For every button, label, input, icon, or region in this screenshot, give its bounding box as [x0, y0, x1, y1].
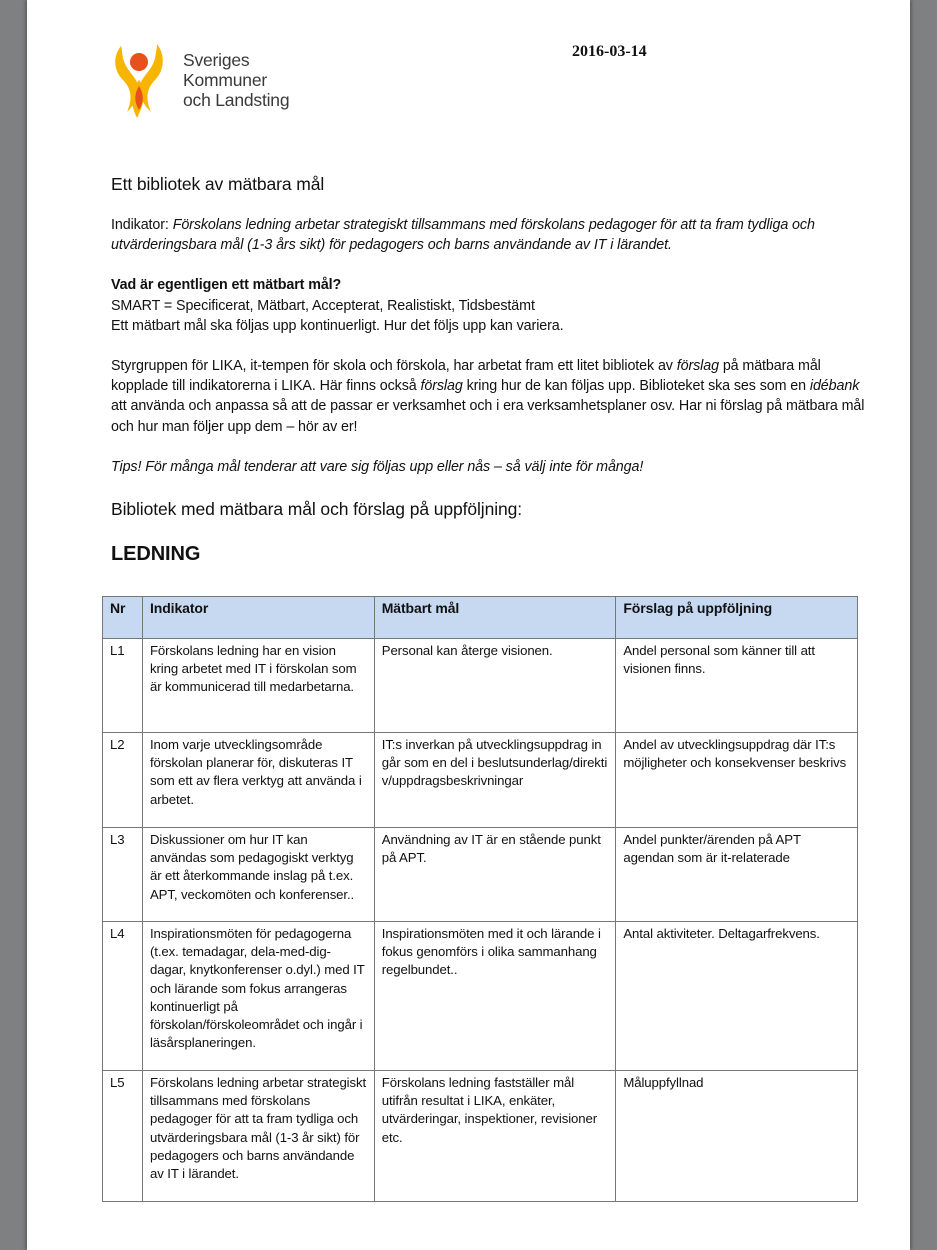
- table-header-row: [103, 597, 858, 639]
- emphasis-text: förslag: [676, 358, 719, 375]
- cell-matbart-mal: Användning av IT är en stående punkt på APT.: [374, 828, 616, 922]
- logo-text: [183, 50, 289, 110]
- table-row: [103, 639, 858, 733]
- column-header-uppfoljning: Förslag på uppföljning: [616, 597, 858, 639]
- table-row: [103, 1071, 858, 1202]
- document-body: [111, 172, 871, 583]
- indicator-paragraph: [111, 215, 871, 255]
- skl-flame-logo-icon: [111, 40, 167, 120]
- cell-indikator: Inom varje utvecklingsområde förskolan planerar för, diskuteras IT som ett av flera verktyg att använda i arbetet.: [142, 733, 374, 828]
- cell-nr: L3: [103, 828, 143, 922]
- body-text: kring hur de kan följas upp. Biblioteket ska ses som en: [462, 378, 810, 395]
- cell-matbart-mal: Inspirationsmöten med it och lärande i fokus genomförs i olika sammanhang regelbundet..: [374, 922, 616, 1071]
- cell-indikator: Inspirationsmöten för pedagogerna (t.ex. temadagar, dela-med-dig-dagar, knytkonferenser o.dyl.) med IT och lärande som fokus arrangeras kontinuerligt på förskolan/förskoleområdet och ingår i läsårsplaneringen.: [142, 922, 374, 1071]
- indicator-text: Förskolans ledning arbetar strategiskt tillsammans med förskolans pedagoger för att ta fram tydliga och utvärderingsbara mål (1-3 års sikt) för pedagogers och barns användande av IT i lärandet.: [111, 217, 815, 254]
- emphasis-text: idébank: [809, 378, 860, 395]
- library-description: [111, 356, 871, 437]
- cell-uppfoljning: Antal aktiviteter. Deltagarfrekvens.: [616, 922, 858, 1071]
- document-date: 2016-03-14: [572, 43, 647, 60]
- emphasis-text: förslag: [420, 378, 463, 395]
- document-title: Ett bibliotek av mätbara mål: [111, 174, 325, 194]
- document-page: [27, 0, 910, 1250]
- body-text: Styrgruppen för LIKA, it-tempen för skola och förskola, har arbetat fram ett litet bibliotek av: [111, 358, 677, 375]
- logo-line-3: och Landsting: [183, 90, 290, 110]
- cell-uppfoljning: Andel personal som känner till att visionen finns.: [616, 639, 858, 733]
- organization-logo: [111, 40, 321, 120]
- goals-table: [102, 596, 858, 1202]
- logo-line-1: Sveriges: [183, 50, 250, 70]
- smart-definition: SMART = Specificerat, Mätbart, Accepterat, Realistiskt, Tidsbestämt: [111, 297, 535, 314]
- smart-section: [111, 275, 871, 336]
- cell-uppfoljning: Andel av utvecklingsuppdrag där IT:s möjligheter och konsekvenser beskrivs: [616, 733, 858, 828]
- smart-question-heading: Vad är egentligen ett mätbart mål?: [111, 277, 342, 294]
- tip-paragraph: Tips! För många mål tenderar att vare sig följas upp eller nås – så välj inte för många!: [111, 458, 644, 475]
- cell-nr: L2: [103, 733, 143, 828]
- cell-matbart-mal: IT:s inverkan på utvecklingsuppdrag ingår som en del i beslutsunderlag/direktiv/uppdragsbeskrivningar: [374, 733, 616, 828]
- logo-line-2: Kommuner: [183, 70, 267, 90]
- cell-nr: L4: [103, 922, 143, 1071]
- cell-indikator: Förskolans ledning har en vision kring arbetet med IT i förskolan som är kommunicerad till medarbetarna.: [142, 639, 374, 733]
- column-header-indikator: Indikator: [142, 597, 374, 639]
- cell-nr: L5: [103, 1071, 143, 1202]
- cell-nr: L1: [103, 639, 143, 733]
- column-header-matbart-mal: Mätbart mål: [374, 597, 616, 639]
- cell-uppfoljning: Andel punkter/ärenden på APT agendan som är it-relaterade: [616, 828, 858, 922]
- cell-matbart-mal: Personal kan återge visionen.: [374, 639, 616, 733]
- cell-indikator: Förskolans ledning arbetar strategiskt tillsammans med förskolans pedagoger för att ta fram tydliga och utvärderingsbara mål (1-3 år sikt) för pedagogers och barns användande av IT i lärandet.: [142, 1071, 374, 1202]
- body-text: på mätbara mål kopplade till indikatorerna i LIKA. Här finns också: [111, 358, 821, 395]
- followup-note: Ett mätbart mål ska följas upp kontinuerligt. Hur det följs upp kan variera.: [111, 317, 564, 334]
- cell-indikator: Diskussioner om hur IT kan användas som pedagogiskt verktyg är ett återkommande inslag på t.ex. APT, veckomöten och konferenser..: [142, 828, 374, 922]
- indicator-label: Indikator:: [111, 217, 173, 233]
- section-heading-ledning: LEDNING: [111, 543, 201, 566]
- library-heading: Bibliotek med mätbara mål och förslag på uppföljning:: [111, 499, 523, 520]
- table-row: [103, 733, 858, 828]
- table-row: [103, 828, 858, 922]
- table-row: [103, 922, 858, 1071]
- cell-matbart-mal: Förskolans ledning fastställer mål utifrån resultat i LIKA, enkäter, utvärderingar, inspektioner, revisioner etc.: [374, 1071, 616, 1202]
- cell-uppfoljning: Måluppfyllnad: [616, 1071, 858, 1202]
- column-header-nr: Nr: [103, 597, 143, 639]
- body-text: att använda och anpassa så att de passar er verksamhet och i era verksamhetsplaner osv. Har ni förslag på mätbara mål och hur man följer upp dem – hör av er!: [111, 398, 865, 435]
